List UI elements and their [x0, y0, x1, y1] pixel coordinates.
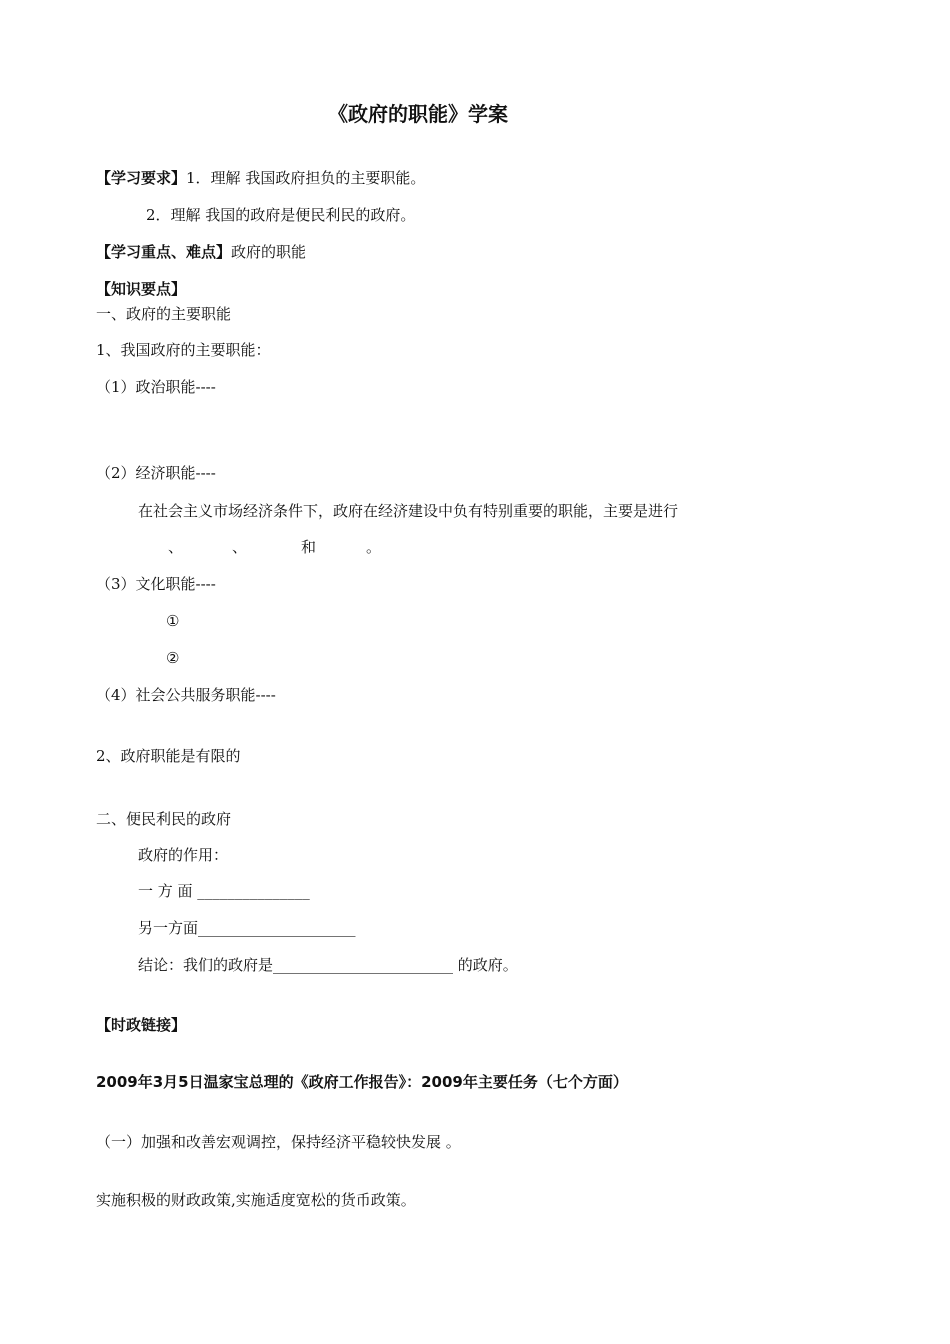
- one-side-blank: 一 方 面 _______________: [138, 882, 310, 900]
- requirement-item-1: 1．理解 我国政府担负的主要职能。: [186, 169, 426, 187]
- economic-function-text: 在社会主义市场经济条件下，政府在经济建设中负有特别重要的职能，主要是进行: [138, 502, 679, 520]
- economic-blank-comma-2: 、: [232, 538, 248, 556]
- learning-requirements: [96, 168, 425, 188]
- cultural-item-1: ①: [166, 612, 180, 630]
- other-side-blank: 另一方面_____________________: [138, 919, 356, 937]
- cultural-item-2: ②: [166, 649, 180, 667]
- political-function: （1）政治职能----: [96, 378, 216, 396]
- economic-blank-and: 和: [301, 538, 317, 556]
- government-role: 政府的作用：: [138, 846, 229, 864]
- cultural-function: （3）文化职能----: [96, 575, 216, 593]
- economic-blank-end: 。: [366, 538, 382, 556]
- knowledge-label: 【知识要点】: [96, 280, 187, 298]
- current-affairs-label: 【时政链接】: [96, 1016, 187, 1034]
- section-1-heading: 一、政府的主要职能: [96, 305, 232, 323]
- task-item-1-text: 实施积极的财政政策,实施适度宽松的货币政策。: [96, 1191, 416, 1209]
- key-points-label: 【学习重点、难点】: [96, 243, 232, 261]
- economic-blank-comma-1: 、: [168, 538, 184, 556]
- key-points: [96, 242, 306, 262]
- conclusion: [138, 955, 518, 975]
- page-title: 《政府的职能》学案: [328, 102, 508, 126]
- report-headline: 2009年3月5日温家宝总理的《政府工作报告》：2009年主要任务（七个方面）: [96, 1073, 628, 1091]
- key-points-text: 政府的职能: [231, 243, 307, 261]
- task-item-1: （一）加强和改善宏观调控，保持经济平稳较快发展 。: [96, 1133, 461, 1151]
- economic-function: （2）经济职能----: [96, 464, 216, 482]
- learning-requirements-label: 【学习要求】: [96, 169, 187, 187]
- section-1-1-heading: 1、我国政府的主要职能：: [96, 341, 271, 359]
- section-1-2-heading: 2、政府职能是有限的: [96, 747, 241, 765]
- conclusion-text: 结论：我们的政府是________________________: [138, 956, 454, 974]
- conclusion-end: 的政府。: [453, 956, 518, 974]
- public-service-function: （4）社会公共服务职能----: [96, 686, 276, 704]
- requirement-item-2: 2．理解 我国的政府是便民利民的政府。: [146, 206, 416, 224]
- section-2-heading: 二、便民利民的政府: [96, 810, 232, 828]
